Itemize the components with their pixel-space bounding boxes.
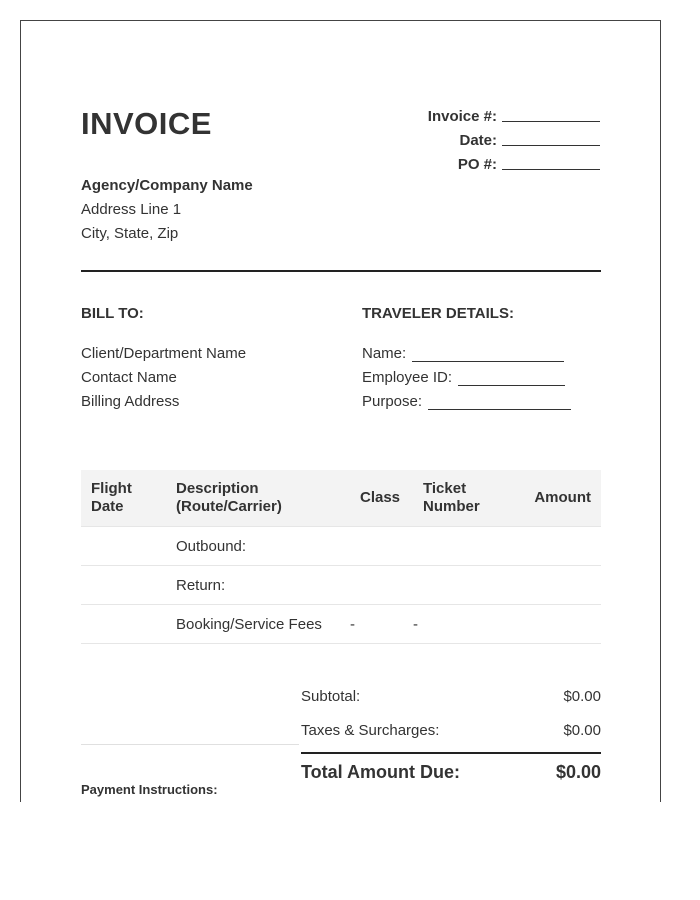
company-address-line-1: Address Line 1: [81, 201, 182, 218]
cell-ticket[interactable]: [413, 527, 513, 566]
traveler-name-blank[interactable]: [412, 347, 564, 362]
cell-description: Return:: [166, 566, 350, 605]
invoice-number-blank[interactable]: [502, 106, 600, 122]
po-number-row: [320, 149, 600, 173]
invoice-meta: [320, 101, 600, 173]
col-header-description: Description (Route/Carrier): [166, 470, 350, 527]
total-due-value: $0.00: [555, 761, 601, 782]
header-divider: [81, 270, 601, 272]
total-due-label: Total Amount Due:: [301, 761, 460, 782]
col-header-flight-date: Flight Date: [81, 470, 166, 527]
cell-flight-date[interactable]: [81, 566, 166, 605]
invoice-title: INVOICE: [81, 106, 212, 141]
subtotal-row: [301, 679, 601, 713]
cell-amount[interactable]: [513, 605, 601, 644]
po-number-blank[interactable]: [502, 154, 600, 170]
totals-block: [301, 679, 601, 790]
company-city-state-zip: City, State, Zip: [81, 225, 179, 242]
subtotal-value: $0.00: [563, 687, 601, 705]
table-row: [81, 566, 601, 605]
bill-to-block: [81, 342, 246, 414]
taxes-row: [301, 713, 601, 747]
cell-flight-date[interactable]: [81, 527, 166, 566]
cell-ticket[interactable]: [413, 566, 513, 605]
employee-id-label: Employee ID:: [362, 369, 453, 386]
taxes-value: $0.00: [563, 721, 601, 739]
cell-description: Booking/Service Fees: [166, 605, 350, 644]
cell-amount[interactable]: [513, 566, 601, 605]
bill-to-client: Client/Department Name: [81, 345, 247, 362]
purpose-blank[interactable]: [428, 395, 571, 410]
flight-items-table: [81, 470, 601, 644]
table-row: [81, 605, 601, 644]
po-number-label: PO #:: [457, 156, 497, 173]
purpose-row: [362, 390, 571, 414]
invoice-number-label: Invoice #:: [427, 108, 497, 125]
cell-description: Outbound:: [166, 527, 350, 566]
cell-amount[interactable]: [513, 527, 601, 566]
col-header-amount: Amount: [513, 470, 601, 527]
cell-class: -: [350, 605, 413, 644]
traveler-name-row: [362, 342, 571, 366]
table-header-row: [81, 470, 601, 527]
bill-to-heading: BILL TO:: [81, 305, 144, 322]
traveler-name-label: Name:: [362, 345, 407, 362]
bill-to-address: Billing Address: [81, 393, 180, 410]
bill-to-contact: Contact Name: [81, 369, 177, 386]
invoice-date-row: [320, 125, 600, 149]
invoice-number-row: [320, 101, 600, 125]
invoice-page: [20, 20, 661, 802]
company-name: Agency/Company Name: [81, 177, 253, 194]
cell-ticket: -: [413, 605, 513, 644]
taxes-label: Taxes & Surcharges:: [301, 721, 440, 739]
employee-id-blank[interactable]: [458, 371, 565, 386]
subtotal-label: Subtotal:: [301, 687, 361, 705]
invoice-date-label: Date:: [459, 132, 497, 149]
traveler-details-heading: TRAVELER DETAILS:: [362, 305, 514, 322]
cell-flight-date[interactable]: [81, 605, 166, 644]
employee-id-row: [362, 366, 571, 390]
company-block: [81, 174, 253, 246]
table-row: [81, 527, 601, 566]
traveler-block: [362, 342, 571, 414]
payment-instructions-heading: Payment Instructions:: [81, 782, 218, 797]
purpose-label: Purpose:: [362, 393, 423, 410]
total-due-row: [301, 754, 601, 790]
payment-divider: [81, 744, 299, 745]
cell-class[interactable]: [350, 527, 413, 566]
cell-class[interactable]: [350, 566, 413, 605]
col-header-class: Class: [350, 470, 413, 527]
invoice-date-blank[interactable]: [502, 130, 600, 146]
col-header-ticket-number: Ticket Number: [413, 470, 513, 527]
